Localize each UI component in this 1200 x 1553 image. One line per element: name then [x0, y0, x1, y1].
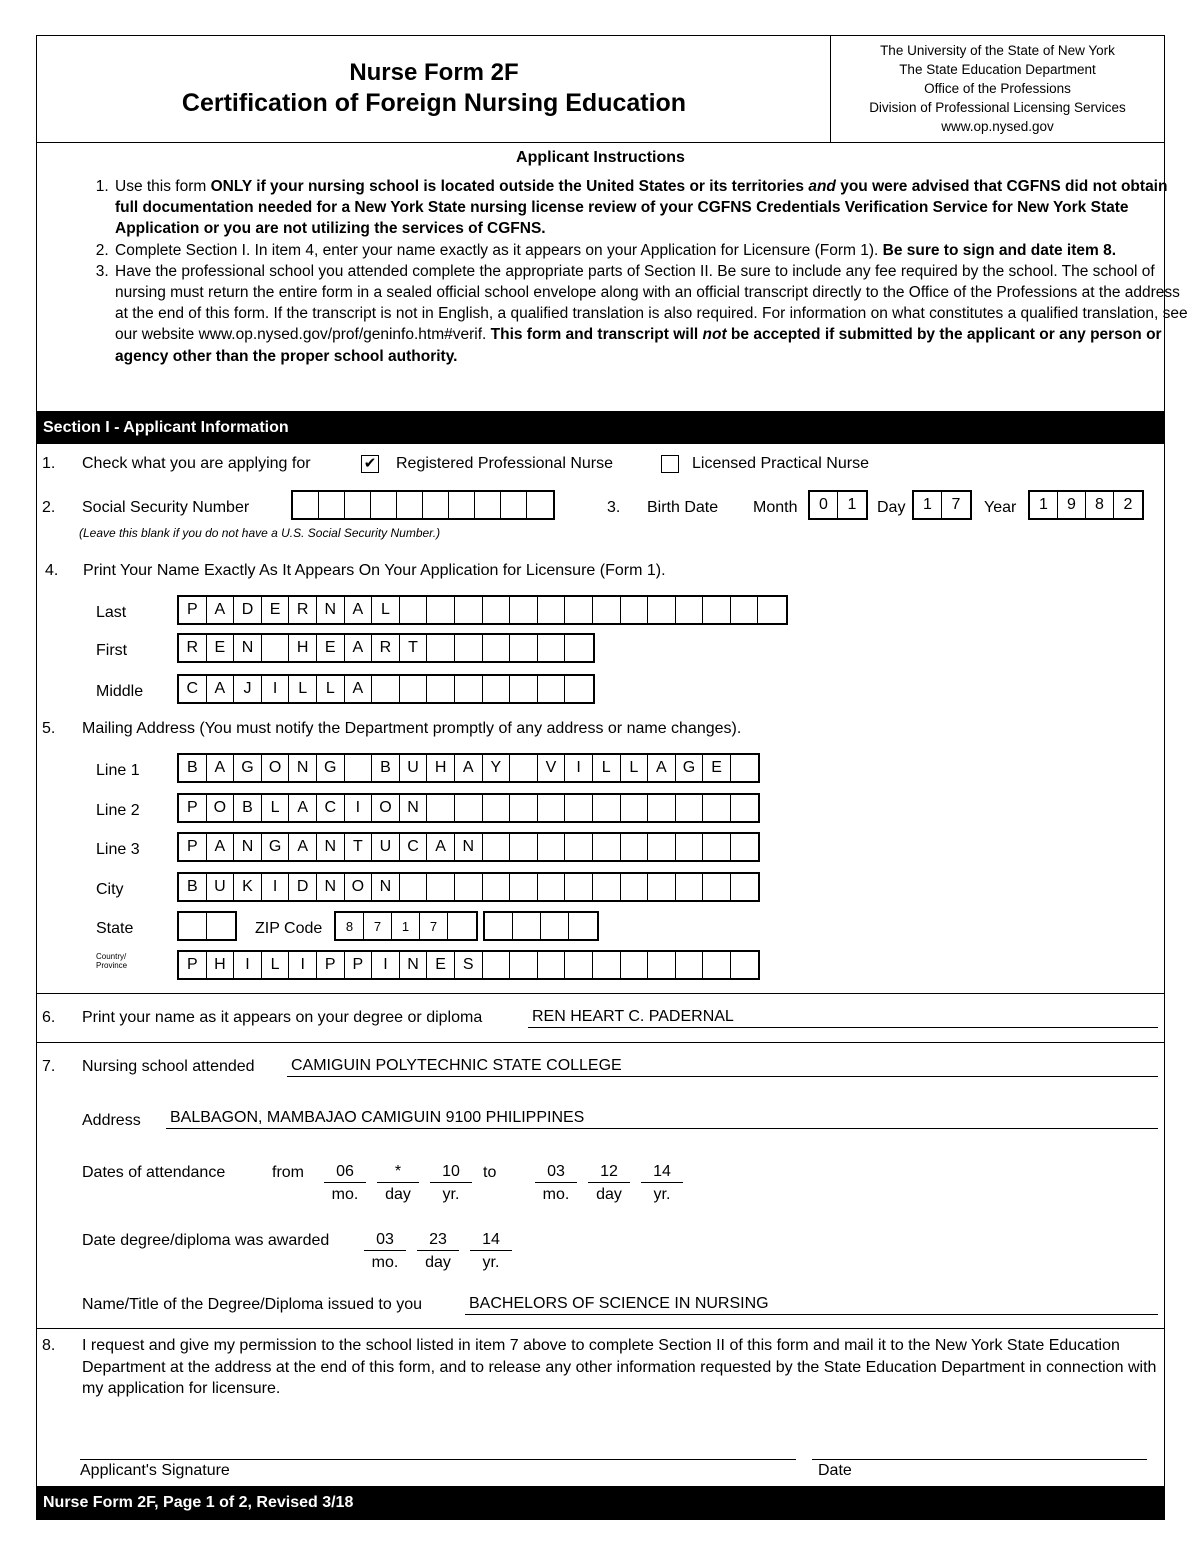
agency-line: Division of Professional Licensing Services — [869, 100, 1126, 115]
school-address-field[interactable]: BALBAGON, MAMBAJAO CAMIGUIN 9100 PHILIPPINES — [166, 1108, 1158, 1129]
char-box[interactable]: O — [207, 795, 235, 821]
day-caption: day — [385, 1186, 411, 1203]
char-box[interactable]: A — [289, 795, 317, 821]
middle-name-label: Middle — [96, 683, 144, 700]
char-box[interactable]: G — [262, 834, 290, 860]
char-box[interactable]: N — [317, 834, 345, 860]
char-box[interactable] — [569, 913, 597, 939]
char-box[interactable] — [621, 795, 649, 821]
char-box[interactable]: P — [179, 597, 207, 623]
char-box[interactable] — [731, 755, 759, 781]
awarded-year-field[interactable]: 14 — [470, 1230, 512, 1251]
first-name-label: First — [96, 642, 128, 659]
awarded-label: Date degree/diploma was awarded — [82, 1232, 330, 1249]
char-box[interactable]: L — [621, 755, 649, 781]
city-label: City — [96, 881, 124, 898]
page-footer: Nurse Form 2F, Page 1 of 2, Revised 3/18 — [37, 1486, 1164, 1519]
char-box[interactable] — [400, 874, 428, 900]
char-box[interactable]: 1 — [914, 492, 942, 518]
char-box[interactable] — [538, 676, 566, 702]
char-box[interactable] — [593, 597, 621, 623]
char-box[interactable] — [400, 597, 428, 623]
char-box[interactable] — [676, 597, 704, 623]
divider — [37, 1328, 1164, 1329]
char-box[interactable]: I — [262, 874, 290, 900]
year-label: Year — [984, 499, 1017, 516]
char-box[interactable]: 8 — [336, 913, 364, 939]
char-box[interactable]: E — [317, 635, 345, 661]
ssn-label: Social Security Number — [82, 499, 250, 516]
zip-field[interactable] — [334, 911, 478, 941]
char-box[interactable] — [501, 492, 527, 518]
char-box[interactable]: A — [345, 676, 373, 702]
char-box[interactable] — [510, 635, 538, 661]
char-box[interactable] — [483, 795, 511, 821]
item-number: 1. — [42, 455, 56, 472]
char-box[interactable] — [538, 874, 566, 900]
char-box[interactable]: Y — [483, 755, 511, 781]
zip4-field[interactable] — [483, 911, 599, 941]
char-box[interactable]: A — [345, 635, 373, 661]
char-box[interactable]: T — [345, 834, 373, 860]
char-box[interactable] — [427, 597, 455, 623]
from-month-field[interactable]: 06 — [324, 1162, 366, 1183]
char-box[interactable] — [483, 676, 511, 702]
char-box[interactable]: A — [207, 834, 235, 860]
char-box[interactable]: O — [372, 795, 400, 821]
mo-caption: mo. — [371, 1254, 399, 1271]
item-number: 3. — [607, 499, 621, 516]
char-box[interactable] — [423, 492, 449, 518]
char-box[interactable]: N — [372, 874, 400, 900]
char-box[interactable]: I — [345, 795, 373, 821]
char-box[interactable] — [510, 834, 538, 860]
char-box[interactable] — [262, 635, 290, 661]
char-box[interactable] — [371, 492, 397, 518]
birth-year-field[interactable] — [1028, 490, 1144, 520]
char-box[interactable]: L — [289, 676, 317, 702]
item-number: 2. — [42, 499, 56, 516]
from-day-field[interactable]: * — [377, 1162, 419, 1183]
char-box[interactable] — [207, 913, 235, 939]
permission-text: I request and give my permission to the school listed in item 7 above to complete Section II of this form and mail it to the New York State Education Department at the address at the end of this form, and to release any other information requested by the State Education Department in connection with my application for licensure. — [82, 1337, 1157, 1397]
char-box[interactable]: R — [289, 597, 317, 623]
char-box[interactable]: E — [262, 597, 290, 623]
middle-name-field[interactable] — [177, 674, 595, 704]
char-box[interactable]: G — [676, 755, 704, 781]
char-box[interactable] — [538, 952, 566, 978]
char-box[interactable]: L — [262, 952, 290, 978]
char-box[interactable]: S — [455, 952, 483, 978]
awarded-day-field[interactable]: 23 — [417, 1230, 459, 1251]
char-box[interactable]: B — [372, 755, 400, 781]
char-box[interactable]: I — [262, 676, 290, 702]
char-box[interactable] — [565, 676, 593, 702]
char-box[interactable] — [676, 834, 704, 860]
school-address-label: Address — [82, 1112, 141, 1129]
char-box[interactable]: C — [179, 676, 207, 702]
char-box[interactable] — [372, 676, 400, 702]
ssn-note: (Leave this blank if you do not have a U.S. Social Security Number.) — [79, 526, 441, 540]
day-label: Day — [877, 499, 906, 516]
agency-block — [831, 41, 1164, 136]
char-box[interactable] — [293, 492, 319, 518]
q5-label: Mailing Address (You must notify the Department promptly of any address or name changes). — [82, 720, 742, 737]
char-box[interactable]: L — [372, 597, 400, 623]
ssn-field[interactable] — [291, 490, 555, 520]
char-box[interactable]: A — [207, 676, 235, 702]
form-title: Nurse Form 2F — [349, 59, 519, 86]
char-box[interactable] — [510, 795, 538, 821]
state-field[interactable] — [177, 911, 237, 941]
char-box[interactable] — [449, 492, 475, 518]
char-box[interactable] — [565, 834, 593, 860]
char-box[interactable]: O — [262, 755, 290, 781]
char-box[interactable] — [593, 834, 621, 860]
day-caption: day — [425, 1254, 451, 1271]
char-box[interactable]: C — [317, 795, 345, 821]
char-box[interactable]: 9 — [1058, 492, 1086, 518]
item-number: 4. — [45, 562, 59, 579]
char-box[interactable] — [400, 676, 428, 702]
char-box[interactable] — [319, 492, 345, 518]
char-box[interactable]: N — [317, 597, 345, 623]
char-box[interactable] — [510, 597, 538, 623]
signature-date-field[interactable]: Date — [812, 1459, 1147, 1482]
char-box[interactable] — [593, 952, 621, 978]
char-box[interactable] — [538, 834, 566, 860]
mo-caption: mo. — [542, 1186, 570, 1203]
state-label: State — [96, 920, 134, 937]
char-box[interactable] — [510, 874, 538, 900]
char-box[interactable]: N — [234, 834, 262, 860]
char-box[interactable]: L — [317, 676, 345, 702]
char-box[interactable]: U — [400, 755, 428, 781]
lpn-label: Licensed Practical Nurse — [692, 455, 869, 472]
char-box[interactable] — [510, 952, 538, 978]
char-box[interactable]: N — [455, 834, 483, 860]
char-box[interactable] — [510, 755, 538, 781]
char-box[interactable] — [485, 913, 513, 939]
char-box[interactable] — [621, 874, 649, 900]
to-year-field[interactable]: 14 — [641, 1162, 683, 1183]
to-day-field[interactable]: 12 — [588, 1162, 630, 1183]
dates-label: Dates of attendance — [82, 1164, 226, 1181]
char-box[interactable]: N — [289, 755, 317, 781]
char-box[interactable]: G — [317, 755, 345, 781]
item-number: 7. — [42, 1058, 56, 1075]
char-box[interactable]: N — [234, 635, 262, 661]
instruction-item: 3. Have the professional school you attended complete the appropriate parts of Section II. Be sure to include any fee required by the school. The school of nursing must return the entire form in a sealed official school envelope along with an official transcript directly to the Office of the Professions at the address at the end of this form. If the transcript is not in English, a qualified translation is also required. For information on what constitutes a qualified translation, see our website www.op.nysed.gov/prof/geninfo.htm#verif. This form and transcript will not be accepted if submitted by the applicant or any person or agency other than the proper school authority. — [113, 261, 1188, 367]
char-box[interactable] — [648, 795, 676, 821]
char-box[interactable] — [475, 492, 501, 518]
char-box[interactable] — [510, 676, 538, 702]
char-box[interactable] — [565, 635, 593, 661]
char-box[interactable] — [703, 952, 731, 978]
form-subtitle: Certification of Foreign Nursing Education — [181, 89, 687, 117]
char-box[interactable]: T — [400, 635, 428, 661]
degree-field[interactable]: BACHELORS OF SCIENCE IN NURSING — [465, 1294, 1158, 1315]
char-box[interactable]: H — [289, 635, 317, 661]
char-box[interactable] — [648, 834, 676, 860]
degree-label: Name/Title of the Degree/Diploma issued to you — [82, 1296, 423, 1313]
form-title-block — [37, 36, 831, 142]
char-box[interactable] — [448, 913, 476, 939]
char-box[interactable] — [593, 874, 621, 900]
char-box[interactable]: I — [289, 952, 317, 978]
from-year-field[interactable]: 10 — [430, 1162, 472, 1183]
char-box[interactable] — [455, 795, 483, 821]
char-box[interactable]: A — [289, 834, 317, 860]
char-box[interactable]: R — [372, 635, 400, 661]
line1-label: Line 1 — [96, 762, 140, 779]
char-box[interactable]: L — [262, 795, 290, 821]
char-box[interactable]: H — [427, 755, 455, 781]
char-box[interactable]: E — [703, 755, 731, 781]
agency-line: The State Education Department — [899, 62, 1096, 77]
char-box[interactable]: B — [234, 795, 262, 821]
char-box[interactable] — [676, 795, 704, 821]
item-number: 6. — [42, 1009, 56, 1026]
zip-label: ZIP Code — [255, 920, 323, 937]
instructions-list — [85, 176, 1188, 367]
char-box[interactable]: A — [427, 834, 455, 860]
to-label: to — [483, 1164, 497, 1181]
char-box[interactable]: H — [207, 952, 235, 978]
country-field[interactable] — [177, 950, 760, 980]
divider — [37, 142, 1164, 143]
char-box[interactable] — [703, 795, 731, 821]
birth-date-label: Birth Date — [647, 499, 719, 516]
char-box[interactable] — [703, 834, 731, 860]
char-box[interactable] — [427, 676, 455, 702]
char-box[interactable] — [538, 635, 566, 661]
char-box[interactable]: 7 — [364, 913, 392, 939]
q1-label: Check what you are applying for — [82, 455, 311, 472]
char-box[interactable] — [345, 492, 371, 518]
char-box[interactable]: 8 — [1086, 492, 1114, 518]
char-box[interactable]: B — [179, 874, 207, 900]
char-box[interactable] — [593, 795, 621, 821]
diploma-name-field[interactable]: REN HEART C. PADERNAL — [528, 1007, 1158, 1028]
char-box[interactable]: P — [179, 952, 207, 978]
q6-label: Print your name as it appears on your degree or diploma — [82, 1009, 483, 1026]
char-box[interactable] — [676, 874, 704, 900]
char-box[interactable]: A — [207, 755, 235, 781]
line2-label: Line 2 — [96, 802, 140, 819]
char-box[interactable] — [731, 597, 759, 623]
char-box[interactable]: E — [207, 635, 235, 661]
char-box[interactable]: D — [289, 874, 317, 900]
from-label: from — [272, 1164, 304, 1181]
birth-day-field[interactable] — [912, 490, 972, 520]
char-box[interactable]: R — [179, 635, 207, 661]
char-box[interactable]: G — [234, 755, 262, 781]
char-box[interactable]: O — [345, 874, 373, 900]
char-box[interactable]: N — [400, 795, 428, 821]
agency-line: Office of the Professions — [924, 81, 1071, 96]
char-box[interactable] — [483, 874, 511, 900]
char-box[interactable] — [455, 597, 483, 623]
char-box[interactable] — [731, 795, 759, 821]
char-box[interactable]: 0 — [810, 492, 838, 518]
char-box[interactable] — [731, 834, 759, 860]
rn-label: Registered Professional Nurse — [396, 455, 613, 472]
address-line2-field[interactable] — [177, 793, 760, 823]
char-box[interactable]: I — [372, 952, 400, 978]
char-box[interactable] — [179, 913, 207, 939]
char-box[interactable]: C — [400, 834, 428, 860]
first-name-field[interactable] — [177, 633, 595, 663]
q4-label: Print Your Name Exactly As It Appears On Your Application for Licensure (Form 1). — [83, 562, 666, 579]
char-box[interactable]: 2 — [1123, 496, 1133, 513]
yr-caption: yr. — [482, 1254, 500, 1271]
char-box[interactable] — [455, 676, 483, 702]
instructions-title: Applicant Instructions — [516, 149, 685, 166]
char-box[interactable]: K — [234, 874, 262, 900]
char-box[interactable] — [731, 874, 759, 900]
char-box[interactable]: A — [455, 755, 483, 781]
char-box[interactable]: U — [372, 834, 400, 860]
signature-field[interactable]: Applicant's Signature — [80, 1459, 796, 1482]
char-box[interactable]: N — [400, 952, 428, 978]
item-number: 5. — [42, 720, 56, 737]
char-box[interactable] — [538, 597, 566, 623]
char-box[interactable] — [565, 952, 593, 978]
lpn-checkbox[interactable] — [661, 455, 679, 473]
char-box[interactable]: J — [234, 676, 262, 702]
char-box[interactable]: P — [317, 952, 345, 978]
char-box[interactable]: U — [207, 874, 235, 900]
char-box[interactable]: E — [427, 952, 455, 978]
char-box[interactable]: 1 — [392, 913, 420, 939]
char-box[interactable]: P — [179, 834, 207, 860]
char-box[interactable]: I — [565, 755, 593, 781]
char-box[interactable]: L — [593, 755, 621, 781]
char-box[interactable]: P — [345, 952, 373, 978]
char-box[interactable]: I — [234, 952, 262, 978]
char-box[interactable] — [648, 874, 676, 900]
char-box[interactable] — [397, 492, 423, 518]
char-box[interactable] — [703, 597, 731, 623]
char-box[interactable] — [483, 597, 511, 623]
agency-website: www.op.nysed.gov — [941, 119, 1054, 134]
char-box[interactable] — [621, 597, 649, 623]
yr-caption: yr. — [653, 1186, 671, 1203]
rn-checkbox[interactable]: ✔ — [361, 455, 379, 473]
divider — [37, 993, 1164, 994]
agency-line: The University of the State of New York — [880, 43, 1115, 58]
instruction-item: 2. Complete Section I. In item 4, enter your name exactly as it appears on your Application for Licensure (Form 1). Be sure to sign and date item 8. — [113, 240, 1188, 261]
char-box[interactable] — [648, 952, 676, 978]
char-box[interactable]: A — [345, 597, 373, 623]
char-box[interactable] — [541, 913, 569, 939]
address-line3-field[interactable] — [177, 832, 760, 862]
month-label: Month — [753, 499, 798, 516]
char-box[interactable] — [731, 952, 759, 978]
char-box[interactable]: V — [538, 755, 566, 781]
char-box[interactable]: 7 — [951, 496, 961, 513]
char-box[interactable] — [621, 834, 649, 860]
char-box[interactable] — [648, 597, 676, 623]
char-box[interactable]: 7 — [420, 913, 448, 939]
address-line1-field[interactable] — [177, 753, 760, 783]
nurse-form-2f — [36, 35, 1188, 1520]
char-box[interactable] — [483, 834, 511, 860]
instruction-item: 1. Use this form ONLY if your nursing school is located outside the United States or its territories and you were advised that CGFNS did not obtain full documentation needed for a New York State nursing license review of your CGFNS Credentials Verification Service for New York State Application or you are not utilizing the services of CGFNS. — [113, 176, 1188, 240]
char-box[interactable]: P — [179, 795, 207, 821]
section-header: Section I - Applicant Information — [37, 411, 1164, 444]
char-box[interactable]: N — [317, 874, 345, 900]
char-box[interactable] — [621, 952, 649, 978]
char-box[interactable] — [427, 795, 455, 821]
char-box[interactable] — [483, 952, 511, 978]
char-box[interactable] — [483, 635, 511, 661]
last-name-label: Last — [96, 604, 127, 621]
school-label: Nursing school attended — [82, 1058, 255, 1075]
char-box[interactable] — [538, 795, 566, 821]
char-box[interactable] — [513, 913, 541, 939]
char-box[interactable] — [676, 952, 704, 978]
to-month-field[interactable]: 03 — [535, 1162, 577, 1183]
city-field[interactable] — [177, 872, 760, 902]
char-box[interactable]: A — [648, 755, 676, 781]
char-box[interactable] — [758, 597, 786, 623]
char-box[interactable]: A — [207, 597, 235, 623]
char-box[interactable] — [565, 874, 593, 900]
birth-month-field[interactable] — [808, 490, 868, 520]
char-box[interactable]: D — [234, 597, 262, 623]
char-box[interactable] — [455, 874, 483, 900]
awarded-month-field[interactable]: 03 — [364, 1230, 406, 1251]
char-box[interactable] — [565, 795, 593, 821]
char-box[interactable] — [427, 635, 455, 661]
char-box[interactable] — [703, 874, 731, 900]
country-label: Country/ Province — [96, 952, 128, 970]
line3-label: Line 3 — [96, 841, 140, 858]
char-box[interactable] — [427, 874, 455, 900]
yr-caption: yr. — [442, 1186, 460, 1203]
item-number: 8. — [42, 1337, 56, 1354]
char-box[interactable] — [345, 755, 373, 781]
char-box[interactable] — [565, 597, 593, 623]
divider — [37, 1042, 1164, 1043]
school-field[interactable]: CAMIGUIN POLYTECHNIC STATE COLLEGE — [287, 1056, 1158, 1077]
char-box[interactable]: B — [179, 755, 207, 781]
char-box[interactable]: 1 — [1030, 492, 1058, 518]
mo-caption: mo. — [331, 1186, 359, 1203]
day-caption: day — [596, 1186, 622, 1203]
char-box[interactable] — [527, 492, 553, 518]
last-name-field[interactable] — [177, 595, 788, 625]
char-box[interactable]: 1 — [847, 496, 857, 513]
char-box[interactable] — [455, 635, 483, 661]
